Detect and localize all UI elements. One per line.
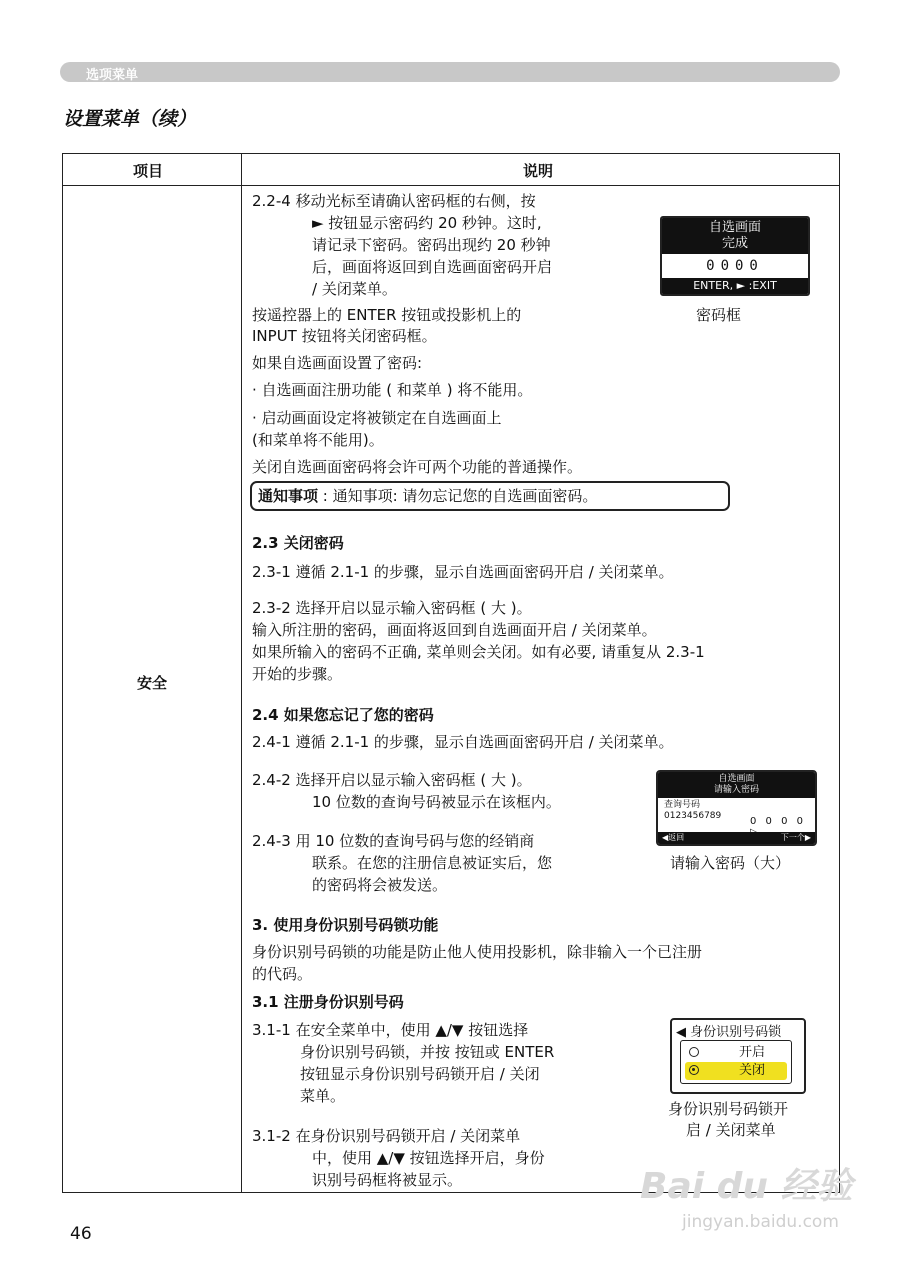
large-password-box-illustration — [656, 770, 817, 846]
step-3-1-1-line1: 3.1-1 在安全菜单中，使用 ▲/▼ 按钮选择 — [252, 1021, 529, 1039]
step-2-3-2-line1: 2.3-2 选择开启以显示输入密码框 ( 大 )。 — [252, 599, 532, 617]
step-2-2-4-line5: / 关闭菜单。 — [312, 280, 397, 298]
large-password-box-subtitle: 请输入密码 — [713, 785, 759, 795]
notice-label: 通知事项 — [258, 487, 319, 505]
heading-2-3: 2.3 关闭密码 — [252, 534, 344, 552]
password-box-header — [662, 218, 808, 254]
inquiry-number-label: 查询号码 — [664, 800, 701, 810]
step-2-4-3-line3: 的密码将会被发送。 — [312, 876, 448, 894]
para-if-password: 如果自选画面设置了密码: — [252, 354, 423, 372]
radio-off-icon — [689, 1047, 699, 1057]
step-2-4-1: 2.4-1 遵循 2.1-1 的步骤，显示自选画面密码开启 / 关闭菜单。 — [252, 733, 674, 751]
column-header-description: 说明 — [523, 162, 554, 180]
heading-2-4: 2.4 如果您忘记了您的密码 — [252, 706, 434, 724]
step-2-3-2-line4: 开始的步骤。 — [252, 665, 343, 683]
step-2-4-2-line2: 10 位数的查询号码被显示在该框内。 — [312, 793, 561, 811]
step-3-1-2-line2: 中，使用 ▲/▼ 按钮选择开启，身份 — [312, 1149, 545, 1167]
para-enter-line1: 按遥控器上的 ENTER 按钮或投影机上的 — [252, 306, 522, 324]
step-2-3-2-line3: 如果所输入的密码不正确, 菜单则会关闭。如有必要, 请重复从 2.3-1 — [252, 643, 705, 661]
step-2-2-4-line3: 请记录下密码。密码出现约 20 秒钟 — [312, 236, 551, 254]
id-lock-menu-title: ◀ 身份识别号码锁 — [676, 1025, 782, 1040]
notice-text: : 通知事项: 请勿忘记您的自选画面密码。 — [318, 487, 598, 505]
step-3-1-1-line2: 身份识别号码锁，并按 按钮或 ENTER — [300, 1043, 555, 1061]
section-header-label: 选项菜单 — [86, 68, 139, 83]
page-number: 46 — [70, 1224, 92, 1244]
bullet-startup-locked-line1: · 启动画面设定将被锁定在自选画面上 — [252, 409, 502, 427]
id-lock-options — [680, 1040, 792, 1084]
radio-selected-icon — [689, 1065, 699, 1075]
option-on-label: 开启 — [739, 1045, 766, 1060]
bullet-startup-locked-line2: (和菜单将不能用)。 — [252, 431, 384, 449]
watermark-url: jingyan.baidu.com — [682, 1212, 839, 1232]
inquiry-number-block — [664, 800, 721, 822]
large-password-box-footer — [658, 832, 815, 844]
step-2-2-4-line4: 后，画面将返回到自选画面密码开启 — [312, 258, 553, 276]
step-2-3-2-line2: 输入所注册的密码，画面将返回到自选画面开启 / 关闭菜单。 — [252, 621, 657, 639]
header-divider — [63, 185, 839, 186]
step-2-2-4-line1: 2.2-4 移动光标至请确认密码框的右侧，按 — [252, 192, 536, 210]
large-password-box-header — [658, 772, 815, 798]
password-box-status: 完成 — [721, 236, 748, 251]
back-label: ◀返回 — [662, 833, 685, 842]
option-off-label: 关闭 — [739, 1063, 766, 1078]
para-enter-line2: INPUT 按钮将关闭密码框。 — [252, 327, 437, 345]
step-2-4-3-line1: 2.4-3 用 10 位数的查询号码与您的经销商 — [252, 832, 535, 850]
bullet-register-disabled: · 自选画面注册功能 ( 和菜单 ) 将不能用。 — [252, 381, 533, 399]
password-digits: 0000 — [706, 258, 764, 274]
password-box-title: 自选画面 — [708, 220, 761, 235]
password-box-footer: ENTER, ► :EXIT — [662, 278, 808, 294]
para-id-lock-line1: 身份识别号码锁的功能是防止他人使用投影机，除非输入一个已注册 — [252, 943, 703, 961]
inquiry-number-value: 0123456789 — [664, 811, 722, 821]
para-id-lock-line2: 的代码。 — [252, 965, 313, 983]
step-2-4-2-line1: 2.4-2 选择开启以显示输入密码框 ( 大 )。 — [252, 771, 532, 789]
watermark-logo: Bai du 经验 — [640, 1166, 853, 1207]
id-lock-menu-illustration — [670, 1018, 806, 1094]
large-password-digits: 0 0 0 0 — [750, 816, 806, 827]
para-turn-off: 关闭自选画面密码将会许可两个功能的普通操作。 — [252, 458, 583, 476]
page-title: 设置菜单（续） — [63, 108, 197, 130]
step-3-1-1-line3: 按钮显示身份识别号码锁开启 / 关闭 — [300, 1065, 540, 1083]
large-password-box-caption: 请输入密码（大） — [670, 854, 791, 872]
step-2-4-3-line2: 联系。在您的注册信息被证实后，您 — [312, 854, 553, 872]
password-box-caption: 密码框 — [696, 306, 742, 324]
large-password-box-title: 自选画面 — [718, 774, 755, 784]
step-3-1-2-line3: 识别号码框将被显示。 — [312, 1171, 463, 1189]
column-header-item: 项目 — [133, 162, 164, 180]
step-2-3-1: 2.3-1 遵循 2.1-1 的步骤，显示自选画面密码开启 / 关闭菜单。 — [252, 563, 674, 581]
notice-box — [250, 481, 730, 511]
id-lock-caption-line2: 启 / 关闭菜单 — [686, 1121, 776, 1139]
column-divider — [241, 154, 242, 1192]
option-on — [685, 1044, 787, 1062]
id-lock-caption-line1: 身份识别号码锁开 — [668, 1100, 789, 1118]
section-header-bar — [60, 62, 840, 82]
step-3-1-2-line1: 3.1-2 在身份识别号码锁开启 / 关闭菜单 — [252, 1127, 521, 1145]
next-label: 下一个▶ — [780, 833, 811, 842]
password-box-illustration — [660, 216, 810, 296]
option-off-selected — [685, 1062, 787, 1080]
item-security: 安全 — [136, 674, 167, 692]
step-3-1-1-line4: 菜单。 — [300, 1087, 346, 1105]
step-2-2-4-line2: ► 按钮显示密码约 20 秒钟。这时, — [312, 214, 542, 232]
heading-3-1: 3.1 注册身份识别号码 — [252, 993, 404, 1011]
heading-3: 3. 使用身份识别号码锁功能 — [252, 916, 439, 934]
